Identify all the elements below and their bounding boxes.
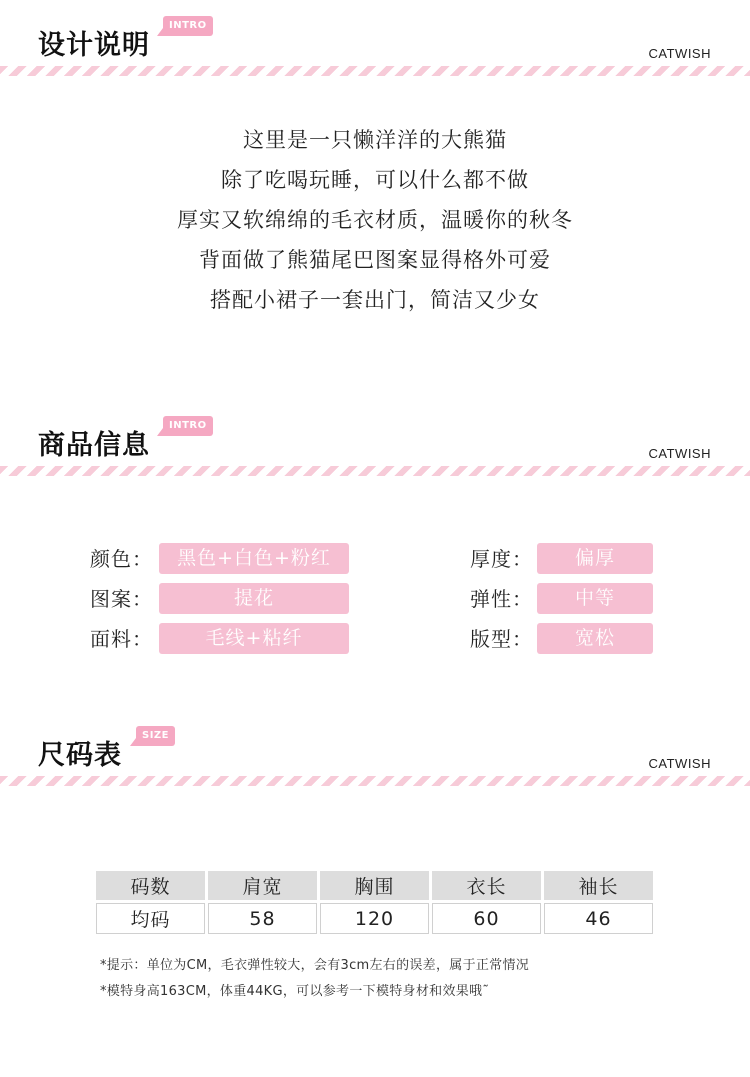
table-cell: 60 (432, 903, 541, 934)
attr-label-fit: 版型： (470, 627, 533, 651)
table-header-cell: 袖长 (544, 871, 653, 900)
description-line: 这里是一只懒洋洋的大熊猫 (243, 128, 507, 152)
brand-label: CATWISH (648, 446, 711, 461)
attr-value-color: 黑色+白色+粉红 (159, 543, 349, 574)
table-row (96, 903, 653, 934)
attr-value-thickness: 偏厚 (537, 543, 653, 574)
section-header-info (0, 420, 750, 490)
brand-label: CATWISH (648, 756, 711, 771)
model-note: *模特身高163CM，体重44KG，可以参考一下模特身材和效果哦˜ (100, 984, 490, 999)
brand-label: CATWISH (648, 46, 711, 61)
attr-value-pattern: 提花 (159, 583, 349, 614)
section-tag: INTRO (163, 416, 213, 436)
section-header-size (0, 730, 750, 800)
table-header-cell: 肩宽 (208, 871, 317, 900)
table-cell: 58 (208, 903, 317, 934)
attr-value-fabric: 毛线+粘纤 (159, 623, 349, 654)
stripe-divider (0, 466, 750, 476)
section-title: 尺码表 (38, 740, 122, 771)
table-header-row (96, 871, 653, 900)
table-header-cell: 衣长 (432, 871, 541, 900)
section-title: 设计说明 (38, 30, 150, 61)
table-cell: 46 (544, 903, 653, 934)
description-line: 除了吃喝玩睡，可以什么都不做 (221, 168, 529, 192)
table-cell: 均码 (96, 903, 205, 934)
attr-label-pattern: 图案： (90, 587, 153, 611)
description-line: 搭配小裙子一套出门，简洁又少女 (210, 288, 540, 312)
size-table (93, 868, 656, 937)
attr-label-thickness: 厚度： (470, 547, 533, 571)
section-tag: SIZE (136, 726, 175, 746)
design-description (0, 120, 750, 320)
section-header-design (0, 20, 750, 90)
table-cell: 120 (320, 903, 429, 934)
stripe-divider (0, 776, 750, 786)
section-title: 商品信息 (38, 430, 150, 461)
attr-label-fabric: 面料： (90, 627, 153, 651)
section-tag: INTRO (163, 16, 213, 36)
attr-label-elasticity: 弹性： (470, 587, 533, 611)
table-header-cell: 码数 (96, 871, 205, 900)
size-note: *提示：单位为CM，毛衣弹性较大，会有3cm左右的误差，属于正常情况 (100, 958, 530, 973)
table-header-cell: 胸围 (320, 871, 429, 900)
attr-label-color: 颜色： (90, 547, 153, 571)
description-line: 背面做了熊猫尾巴图案显得格外可爱 (199, 248, 551, 272)
attr-value-elasticity: 中等 (537, 583, 653, 614)
attr-value-fit: 宽松 (537, 623, 653, 654)
description-line: 厚实又软绵绵的毛衣材质，温暖你的秋冬 (177, 208, 573, 232)
stripe-divider (0, 66, 750, 76)
